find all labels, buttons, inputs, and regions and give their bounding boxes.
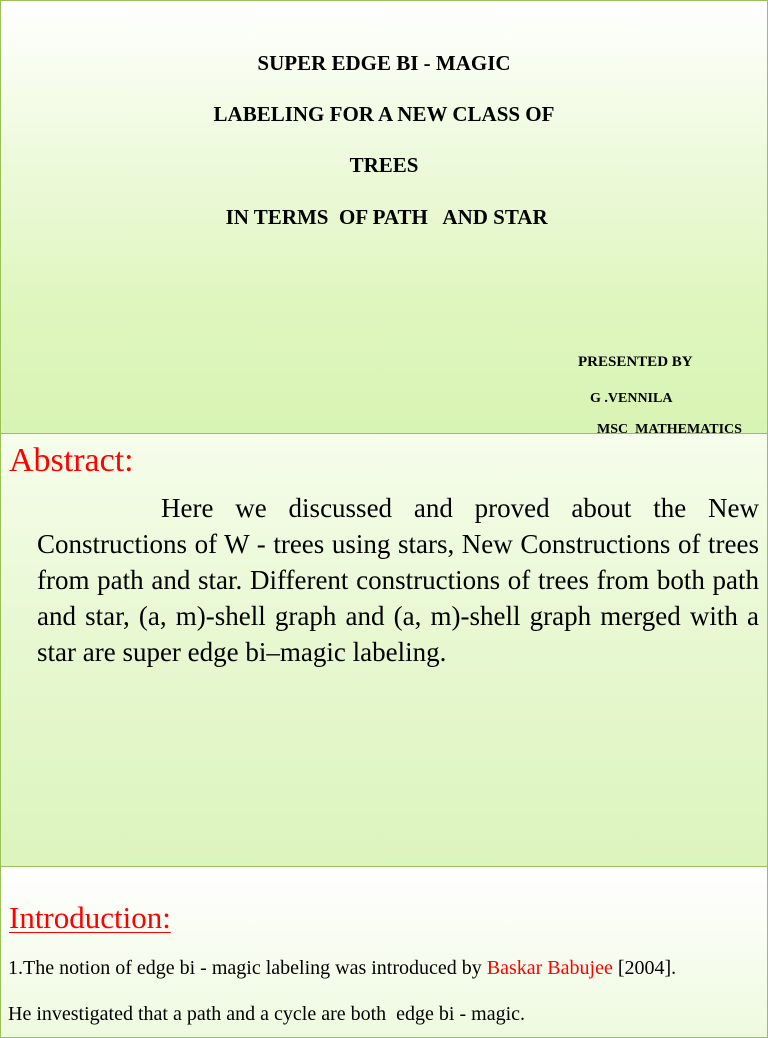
intro-paragraph-2: He investigated that a path and a cycle are both edge bi - magic. xyxy=(8,1003,526,1025)
abstract-slide xyxy=(0,433,768,867)
introduction-heading: Introduction: xyxy=(9,900,171,935)
intro-paragraph-1-suffix: [2004]. xyxy=(612,957,677,979)
abstract-heading: Abstract: xyxy=(9,442,134,479)
intro-paragraph-1-prefix: 1.The notion of edge bi - magic labeling was introduced by xyxy=(8,957,487,979)
title-slide xyxy=(0,0,768,434)
title-line-1: SUPER EDGE BI - MAGIC xyxy=(257,51,511,75)
presented-by-label: PRESENTED BY xyxy=(578,354,693,370)
introduction-slide xyxy=(0,866,768,1038)
title-line-4: IN TERMS OF PATH AND STAR xyxy=(220,205,548,229)
abstract-text: Here we discussed and proved about the New Constructions of W - trees using stars, New Constructions of trees from path and star. Different constructions of trees from both path and star, (a, m)-shell graph and (a, m)-shell graph merged with a star are super edge bi–magic labeling. xyxy=(37,493,759,667)
presenter-name: G .VENNILA xyxy=(590,391,673,406)
intro-paragraph-1 xyxy=(8,957,676,980)
title-line-3: TREES xyxy=(349,153,419,177)
presenter-degree: MSC MATHEMATICS xyxy=(597,422,742,434)
author-name: Baskar Babujee xyxy=(486,957,613,979)
title-line-2: LABELING FOR A NEW CLASS OF xyxy=(213,102,555,126)
abstract-body xyxy=(37,490,759,670)
